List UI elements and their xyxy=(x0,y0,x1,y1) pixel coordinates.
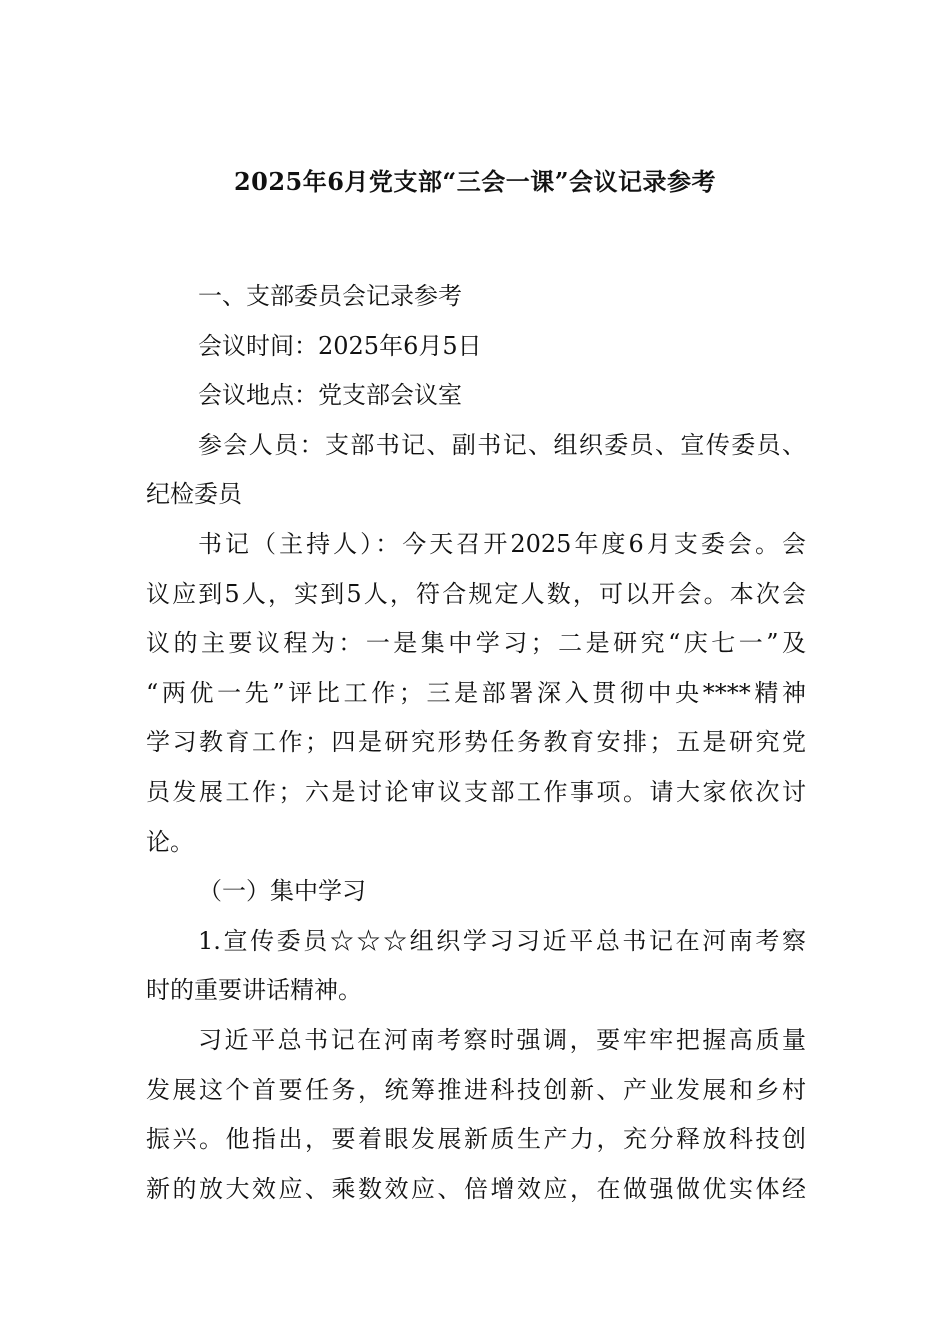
document-title: 2025年6月党支部“三会一课”会议记录参考 xyxy=(233,167,717,196)
text-line: 学习教育工作；四是研究形势任务教育安排；五是研究党 xyxy=(146,728,806,757)
text-line: 参会人员：支部书记、副书记、组织委员、宣传委员、 xyxy=(198,430,806,459)
text-line: “两优一先”评比工作；三是部署深入贯彻中央****精神 xyxy=(146,678,806,707)
text-line: 会议地点：党支部会议室 xyxy=(198,381,462,410)
document-body xyxy=(146,280,806,1222)
text-line: 时的重要讲话精神。 xyxy=(146,976,362,1005)
text-line: 振兴。他指出，要着眼发展新质生产力，充分释放科技创 xyxy=(146,1125,806,1154)
text-line: 1.宣传委员☆☆☆组织学习习近平总书记在河南考察 xyxy=(198,926,806,955)
text-line: 纪检委员 xyxy=(146,480,242,509)
text-line: 一、支部委员会记录参考 xyxy=(198,282,462,310)
text-line: 书记（主持人）：今天召开2025年度6月支委会。会 xyxy=(198,529,806,558)
text-line: 论。 xyxy=(146,827,194,856)
text-line: 议应到5人，实到5人，符合规定人数，可以开会。本次会 xyxy=(146,579,806,608)
text-line: 会议时间：2025年6月5日 xyxy=(198,331,482,360)
text-line: 新的放大效应、乘数效应、倍增效应，在做强做优实体经 xyxy=(146,1174,806,1203)
text-line: （一）集中学习 xyxy=(198,877,366,906)
text-line: 议的主要议程为：一是集中学习；二是研究“庆七一”及 xyxy=(146,629,806,658)
text-line: 员发展工作；六是讨论审议支部工作事项。请大家依次讨 xyxy=(146,777,806,806)
text-line: 习近平总书记在河南考察时强调，要牢牢把握高质量 xyxy=(198,1025,806,1054)
text-line: 发展这个首要任务，统筹推进科技创新、产业发展和乡村 xyxy=(146,1075,806,1104)
